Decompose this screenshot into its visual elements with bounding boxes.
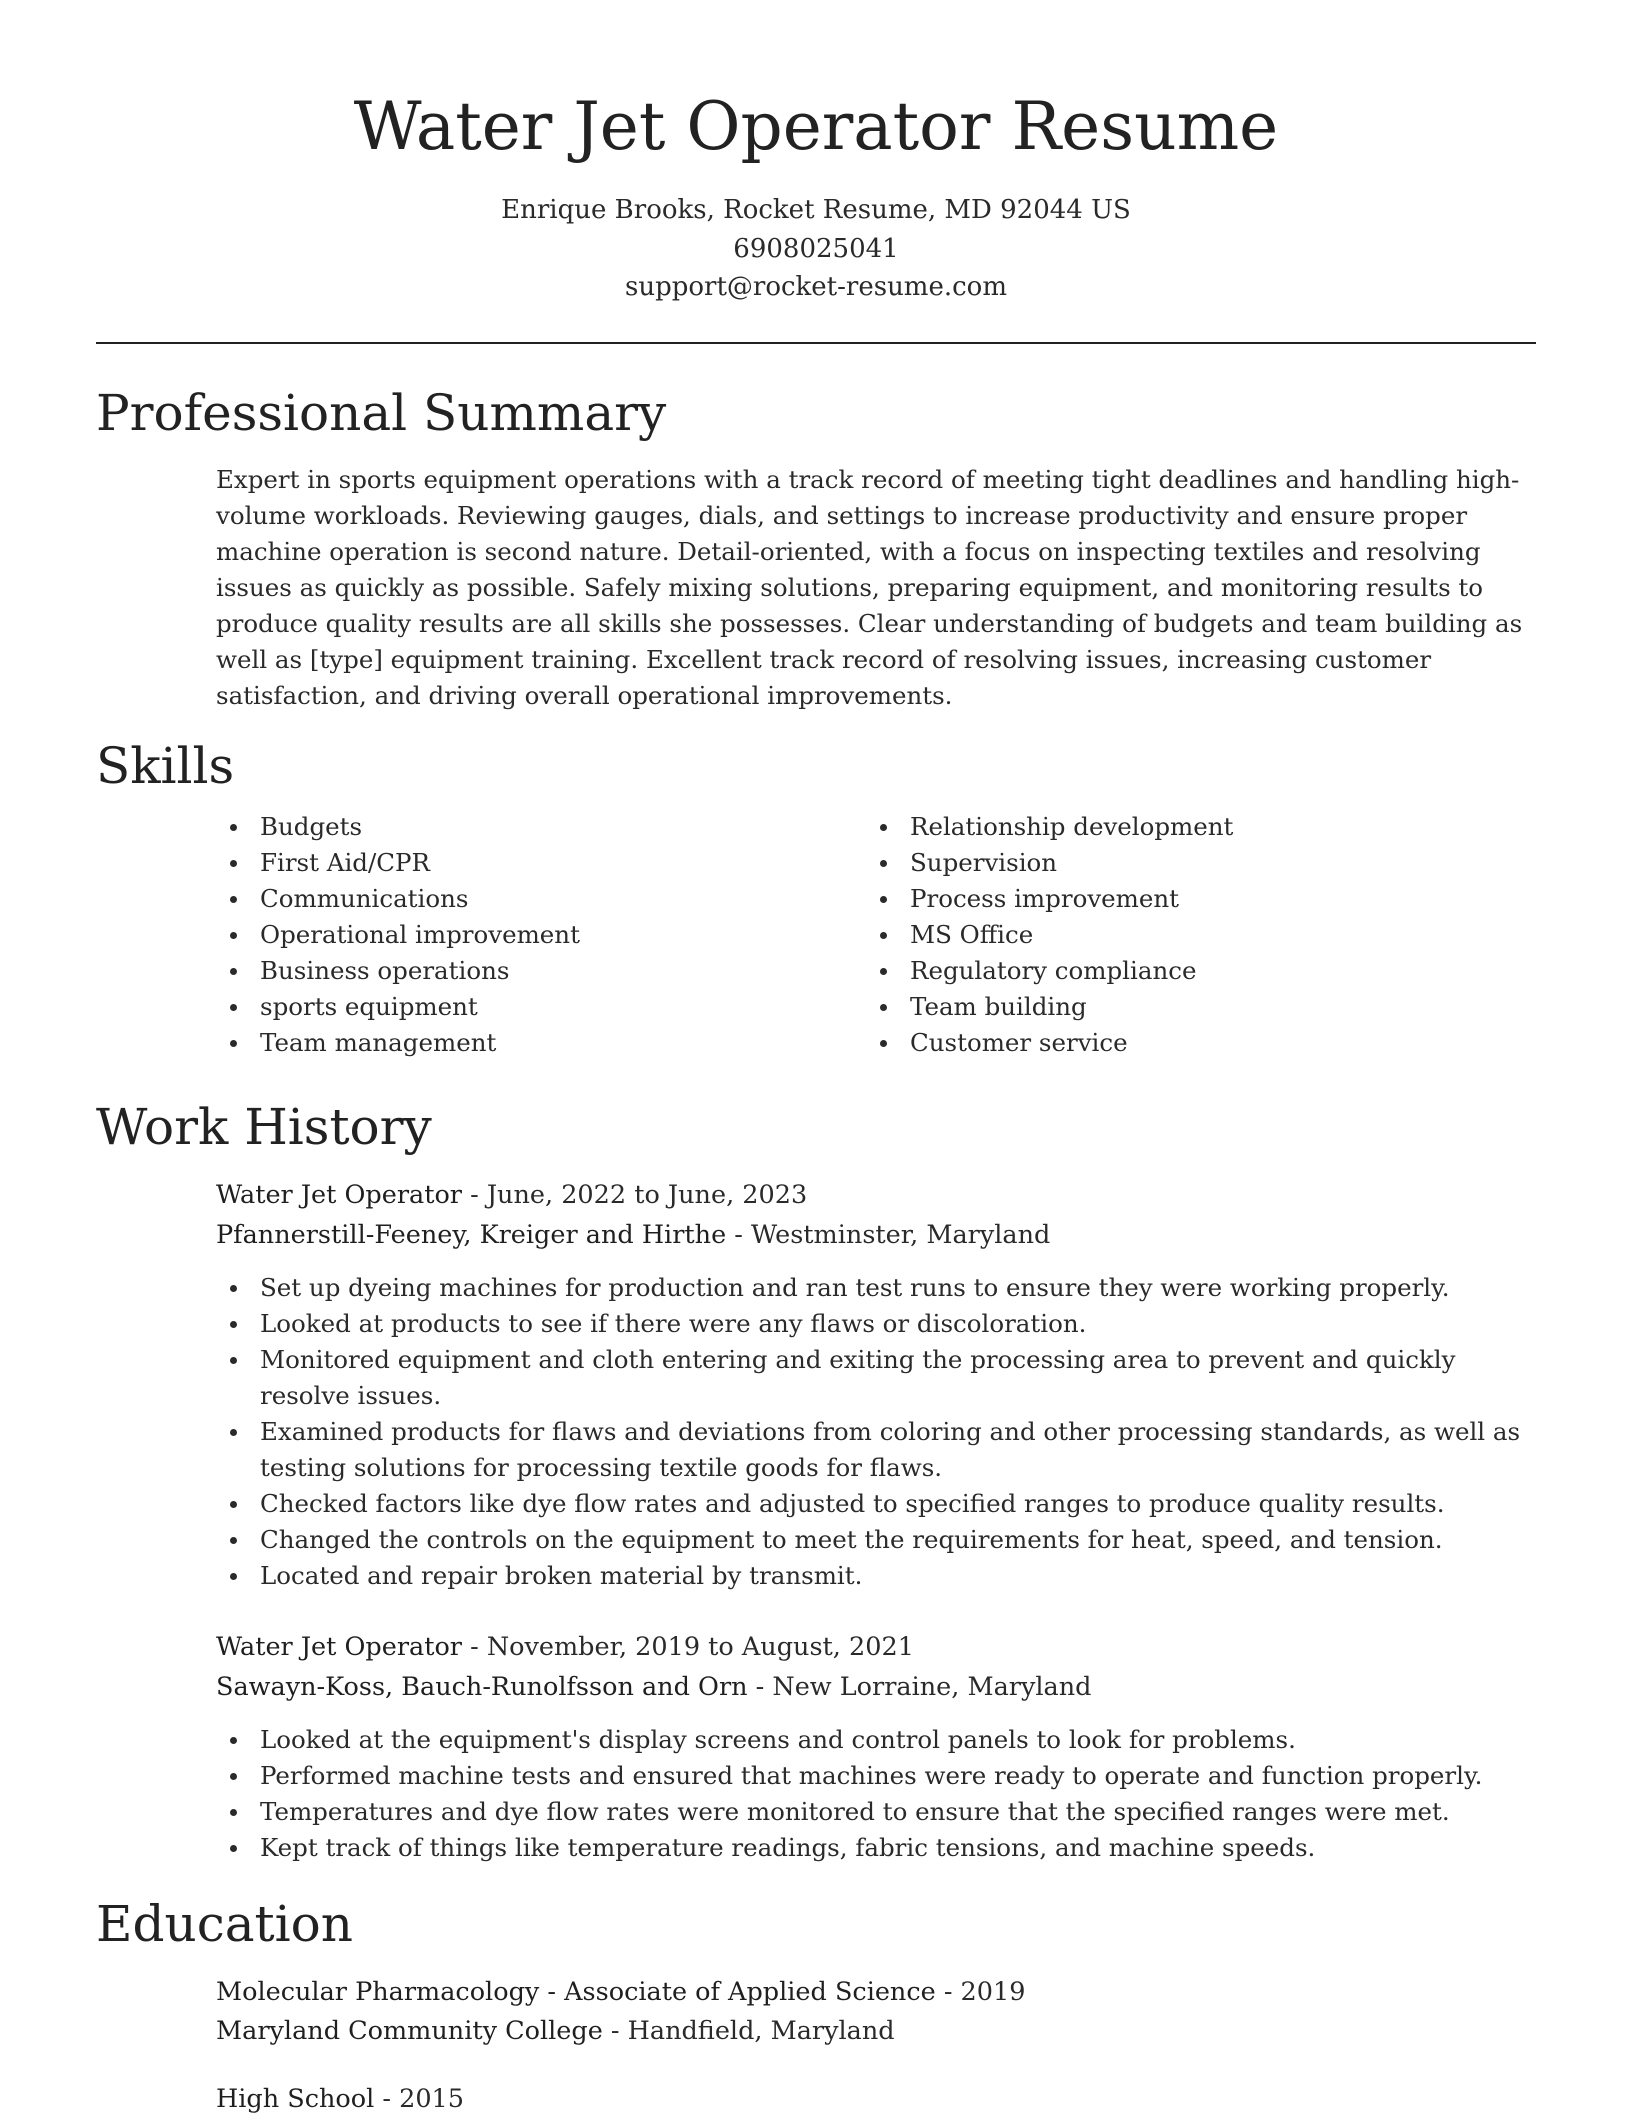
- list-item: Kept track of things like temperature readings, fabric tensions, and machine speeds.: [216, 1830, 1526, 1866]
- job-duties-list: [216, 1270, 1526, 1594]
- list-item: Communications: [216, 881, 836, 917]
- list-item: Examined products for flaws and deviations from coloring and other processing standards, as well as testing solutions for processing textile goods for flaws.: [216, 1414, 1526, 1486]
- section-heading-skills: Skills: [96, 737, 235, 795]
- list-item: Looked at products to see if there were any flaws or discoloration.: [216, 1306, 1526, 1342]
- skills-list-right: [866, 809, 1526, 1061]
- list-item: Set up dyeing machines for production and ran test runs to ensure they were working properly.: [216, 1270, 1526, 1306]
- list-item: Customer service: [866, 1025, 1526, 1061]
- list-item: Performed machine tests and ensured that machines were ready to operate and function properly.: [216, 1758, 1526, 1794]
- summary-text: Expert in sports equipment operations with a track record of meeting tight deadlines and handling high-volume workloads. Reviewing gauges, dials, and settings to increase productivity and ensure proper machine operation is second nature. Detail-oriented, with a focus on inspecting textiles and resolving issues as quickly as possible. Safely mixing solutions, preparing equipment, and monitoring results to produce quality results are all skills she possesses. Clear understanding of budgets and team building as well as [type] equipment training. Excellent track record of resolving issues, increasing customer satisfaction, and driving overall operational improvements.: [216, 465, 1523, 710]
- job-company-line: [216, 1668, 1092, 1706]
- job-title: Water Jet Operator: [216, 1180, 462, 1210]
- job-title-line: [216, 1628, 914, 1666]
- list-item: Regulatory compliance: [866, 953, 1526, 989]
- job-company: Pfannerstill-Feeney, Kreiger and Hirthe: [216, 1220, 727, 1250]
- header-divider: [96, 342, 1536, 344]
- list-item: Located and repair broken material by transmit.: [216, 1558, 1526, 1594]
- list-item: Operational improvement: [216, 917, 836, 953]
- job-dates: - November, 2019 to August, 2021: [462, 1632, 914, 1662]
- list-item: Monitored equipment and cloth entering and exiting the processing area to prevent and quickly resolve issues.: [216, 1342, 1526, 1414]
- job-duties-list: [216, 1722, 1526, 1866]
- list-item: Budgets: [216, 809, 836, 845]
- list-item: Team building: [866, 989, 1526, 1025]
- skills-list-left: [216, 809, 836, 1061]
- section-heading-education: Education: [96, 1895, 353, 1953]
- education-degree: - Associate of Applied Science: [539, 1977, 936, 2007]
- list-item: Relationship development: [866, 809, 1526, 845]
- education-location: - Handfield, Maryland: [602, 2016, 895, 2046]
- list-item: Business operations: [216, 953, 836, 989]
- list-item: Temperatures and dye flow rates were monitored to ensure that the specified ranges were met.: [216, 1794, 1526, 1830]
- contact-address: Enrique Brooks, Rocket Resume, MD 92044 US: [501, 195, 1131, 225]
- list-item: MS Office: [866, 917, 1526, 953]
- contact-email: support@rocket-resume.com: [624, 272, 1007, 302]
- list-item: First Aid/CPR: [216, 845, 836, 881]
- job-location: - New Lorraine, Maryland: [747, 1672, 1092, 1702]
- education-field: High School: [216, 2084, 375, 2114]
- list-item: sports equipment: [216, 989, 836, 1025]
- list-item: Supervision: [866, 845, 1526, 881]
- job-title: Water Jet Operator: [216, 1632, 462, 1662]
- list-item: Looked at the equipment's display screens and control panels to look for problems.: [216, 1722, 1526, 1758]
- education-school: Maryland Community College: [216, 2016, 603, 2046]
- job-dates: - June, 2022 to June, 2023: [462, 1180, 808, 1210]
- list-item: Process improvement: [866, 881, 1526, 917]
- section-heading-summary: Professional Summary: [96, 384, 667, 442]
- job-location: - Westminster, Maryland: [726, 1220, 1051, 1250]
- education-degree-line: [216, 2080, 464, 2118]
- list-item: Checked factors like dye flow rates and adjusted to specified ranges to produce quality results.: [216, 1486, 1526, 1522]
- resume-title: Water Jet Operator Resume: [353, 88, 1279, 165]
- education-school-line: [216, 2012, 895, 2050]
- job-title-line: [216, 1176, 807, 1214]
- list-item: Team management: [216, 1025, 836, 1061]
- job-company: Sawayn-Koss, Bauch-Runolfsson and Orn: [216, 1672, 748, 1702]
- job-company-line: [216, 1216, 1050, 1254]
- education-year: - 2019: [935, 1977, 1026, 2007]
- education-year: - 2015: [374, 2084, 465, 2114]
- contact-phone: 6908025041: [733, 234, 899, 264]
- education-degree-line: [216, 1973, 1025, 2011]
- section-heading-work: Work History: [96, 1098, 432, 1156]
- list-item: Changed the controls on the equipment to meet the requirements for heat, speed, and tension.: [216, 1522, 1526, 1558]
- education-field: Molecular Pharmacology: [216, 1977, 540, 2007]
